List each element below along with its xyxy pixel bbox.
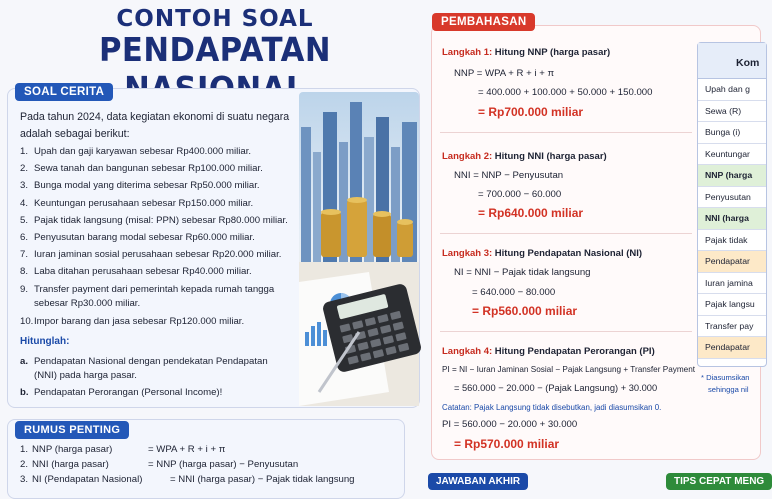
page-title-line2: PENDAPATAN xyxy=(98,30,332,69)
assumption-note-line2: sehingga nil xyxy=(708,385,749,394)
table-row: Upah dan g xyxy=(698,79,766,101)
soal-intro: Pada tahun 2024, data kegiatan ekonomi di suatu negara adalah sebagai berikut: xyxy=(20,111,290,140)
list-item: 3. Bunga modal yang diterima sebesar Rp50.000 miliar. xyxy=(20,180,260,192)
list-item: 6. Penyusutan barang modal sebesar Rp60.000 miliar. xyxy=(20,232,255,244)
pembahasan-tag: PEMBAHASAN xyxy=(432,13,535,31)
question-b: b. Pendapatan Perorangan (Personal Income)! xyxy=(20,387,223,398)
step-4-simplified: PI = 560.000 − 20.000 + 30.000 xyxy=(442,419,578,430)
step-1-result: = Rp700.000 miliar xyxy=(478,105,584,119)
hitunglah-heading: Hitunglah: xyxy=(20,336,70,347)
table-row: Iuran jamina xyxy=(698,273,766,295)
divider xyxy=(440,233,692,234)
soal-cerita-card xyxy=(7,88,420,408)
step-4-heading: Langkah 4: Hitung Pendapatan Perorangan (PI) xyxy=(442,346,655,357)
table-row: Sewa (R) xyxy=(698,101,766,123)
soal-cerita-tag: SOAL CERITA xyxy=(15,83,113,101)
economy-illustration xyxy=(299,92,419,406)
step-3-substitution: = 640.000 − 80.000 xyxy=(472,287,556,298)
list-item: 2. Sewa tanah dan bangunan sebesar Rp100.000 miliar. xyxy=(20,163,263,175)
question-a: a. Pendapatan Nasional dengan pendekatan Pendapatan (NNI) pada harga pasar. xyxy=(20,356,268,381)
step-3-result: = Rp560.000 miliar xyxy=(472,304,578,318)
list-item: 5. Pajak tidak langsung (misal: PPN) sebesar Rp80.000 miliar. xyxy=(20,214,288,226)
step-2-result: = Rp640.000 miliar xyxy=(478,206,584,220)
step-3-formula: NI = NNI − Pajak tidak langsung xyxy=(454,267,591,278)
table-row: NNI (harga xyxy=(698,208,766,230)
rumus-penting-card: RUMUS PENTING 1. NNP (harga pasar) = WPA + R + i + π 2. NNI (harga pasar) = NNP (harga pasar) − Penyusutan 3. NI (Pendapatan Nasional) = NNI (harga pasar) − Pajak tidak langsung xyxy=(7,419,405,499)
step-2-substitution: = 700.000 − 60.000 xyxy=(478,189,562,200)
jawaban-akhir-tag: JAWABAN AKHIR xyxy=(428,473,528,490)
step-2-heading: Langkah 2: Hitung NNI (harga pasar) xyxy=(442,151,607,162)
table-row: Pajak langsu xyxy=(698,294,766,316)
table-row: Penyusutan xyxy=(698,187,766,209)
assumption-note-line1: * Diasumsikan xyxy=(701,373,750,382)
step-1-heading: Langkah 1: Hitung NNP (harga pasar) xyxy=(442,47,611,58)
step-1-formula: NNP = WPA + R + i + π xyxy=(454,68,555,79)
list-item: 1. Upah dan gaji karyawan sebesar Rp400.000 miliar. xyxy=(20,146,252,157)
table-row: Bunga (i) xyxy=(698,122,766,144)
divider xyxy=(440,132,692,133)
tips-cepat-tag: TIPS CEPAT MENG xyxy=(666,473,772,490)
step-4-result: = Rp570.000 miliar xyxy=(454,437,560,451)
list-item: 10. Impor barang dan jasa sebesar Rp120.000 miliar. xyxy=(20,315,245,327)
soal-list xyxy=(20,143,292,330)
list-item: 7. Iuran jaminan sosial perusahaan sebesar Rp20.000 miliar. xyxy=(20,249,282,261)
step-4-note: Catatan: Pajak Langsung tidak disebutkan, jadi diasumsikan 0. xyxy=(442,403,662,412)
list-item: 8. Laba ditahan perusahaan sebesar Rp40.000 miliar. xyxy=(20,266,252,278)
table-row: Pendapatar xyxy=(698,251,766,273)
komponen-table xyxy=(697,42,767,367)
divider xyxy=(440,331,692,332)
table-row: Keuntungar xyxy=(698,144,766,166)
table-row: Transfer pay xyxy=(698,316,766,338)
list-item: 4. Keuntungan perusahaan sebesar Rp150.000 miliar. xyxy=(20,197,254,209)
city-calculator-image xyxy=(299,92,419,406)
list-item: 9. Transfer payment dari pemerintah kepada rumah tangga sebesar Rp30.000 miliar. xyxy=(20,283,275,309)
table-row: Pajak tidak xyxy=(698,230,766,252)
table-row: Pendapatar xyxy=(698,337,766,359)
rumus-penting-tag: RUMUS PENTING xyxy=(15,421,129,439)
page-title-line1: CONTOH SOAL xyxy=(116,6,314,32)
step-1-substitution: = 400.000 + 100.000 + 50.000 + 150.000 xyxy=(478,87,653,98)
step-4-formula: PI = NI − Iuran Jaminan Sosial − Pajak Langsung + Transfer Payment xyxy=(442,365,696,374)
step-3-heading: Langkah 3: Hitung Pendapatan Nasional (NI) xyxy=(442,248,643,259)
step-2-formula: NNI = NNP − Penyusutan xyxy=(454,170,564,181)
table-row: NNP (harga xyxy=(698,165,766,187)
step-4-substitution: = 560.000 − 20.000 − (Pajak Langsung) + 30.000 xyxy=(454,383,658,393)
table-header: Kom xyxy=(698,43,766,79)
